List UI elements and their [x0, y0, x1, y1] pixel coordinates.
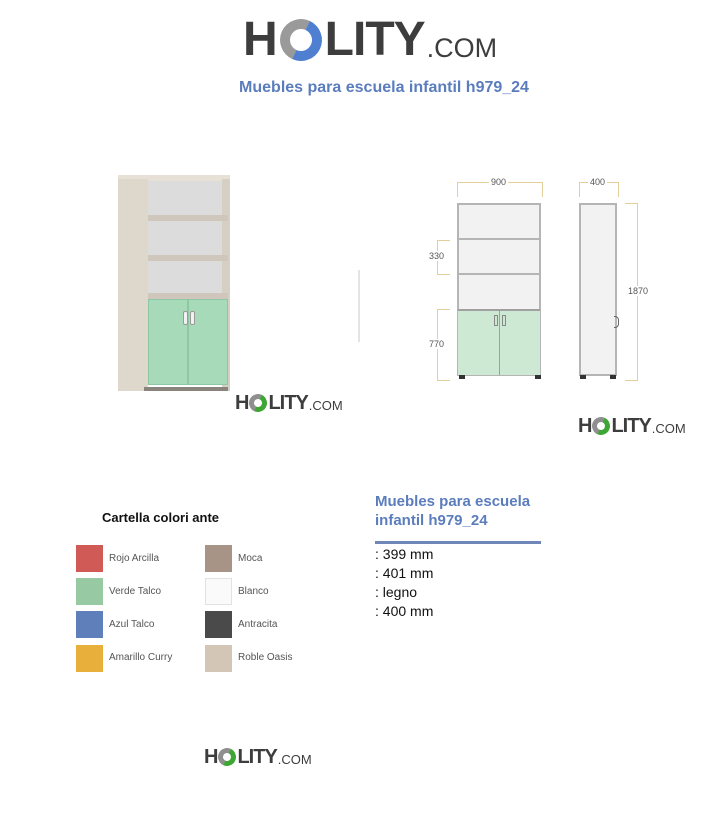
- swatch-label: Blanco: [238, 586, 269, 597]
- logo-suffix: .COM: [277, 752, 312, 767]
- swatch-verde-talco: [76, 578, 103, 605]
- swatch-label: Azul Talco: [109, 619, 155, 630]
- spec-row: : legno: [375, 584, 418, 600]
- logo-letters: LITY: [611, 415, 651, 437]
- color-chart-title: Cartella colori ante: [102, 510, 220, 525]
- product-image: [118, 175, 230, 393]
- spec-row: : 401 mm: [375, 565, 434, 581]
- logo-letter-h: H: [204, 746, 218, 768]
- logo-letter-h: H: [578, 415, 592, 437]
- watermark-logo: [235, 392, 343, 414]
- logo-letter-h: H: [243, 13, 277, 66]
- logo-suffix: .COM: [651, 421, 686, 436]
- door-height-dimension: 770: [429, 339, 445, 349]
- swatch-rojo-arcilla: [76, 545, 103, 572]
- logo-o-icon: [216, 745, 239, 768]
- swatch-label: Verde Talco: [109, 586, 162, 597]
- swatch-label: Amarillo Curry: [109, 652, 173, 663]
- logo-o-icon: [590, 414, 613, 437]
- logo-letter-h: H: [235, 392, 249, 414]
- page-title: Muebles para escuela infantil h979_24: [239, 79, 529, 96]
- swatch-amarillo-curry: [76, 645, 103, 672]
- watermark-logo: [204, 746, 312, 768]
- spec-row: : 399 mm: [375, 546, 434, 562]
- swatch-azul-talco: [76, 611, 103, 638]
- swatch-label: Roble Oasis: [238, 652, 293, 663]
- logo-suffix: .COM: [426, 33, 498, 63]
- product-title: Muebles para escuela infantil h979_24: [375, 493, 531, 529]
- swatch-blanco: [205, 578, 232, 605]
- divider: [358, 270, 360, 342]
- spec-row: : 400 mm: [375, 603, 434, 619]
- logo-o-icon: [247, 391, 270, 414]
- width-dimension: 900: [491, 177, 507, 187]
- logo-letters: LITY: [268, 392, 308, 414]
- swatch-label: Rojo Arcilla: [109, 553, 160, 564]
- swatch-antracita: [205, 611, 232, 638]
- logo-o-icon: [274, 13, 328, 67]
- divider: [375, 541, 541, 544]
- logo-suffix: .COM: [308, 398, 343, 413]
- swatch-moca: [205, 545, 232, 572]
- logo-letters: LITY: [324, 13, 425, 66]
- total-height-dimension: 1870: [628, 286, 649, 296]
- swatch-roble-oasis: [205, 645, 232, 672]
- watermark-logo: [578, 415, 686, 437]
- swatch-label: Moca: [238, 553, 263, 564]
- shelf-height-dimension: 330: [429, 251, 445, 261]
- swatch-label: Antracita: [238, 619, 278, 630]
- depth-dimension: 400: [590, 177, 606, 187]
- logo-letters: LITY: [237, 746, 277, 768]
- holity-logo[interactable]: [243, 14, 497, 66]
